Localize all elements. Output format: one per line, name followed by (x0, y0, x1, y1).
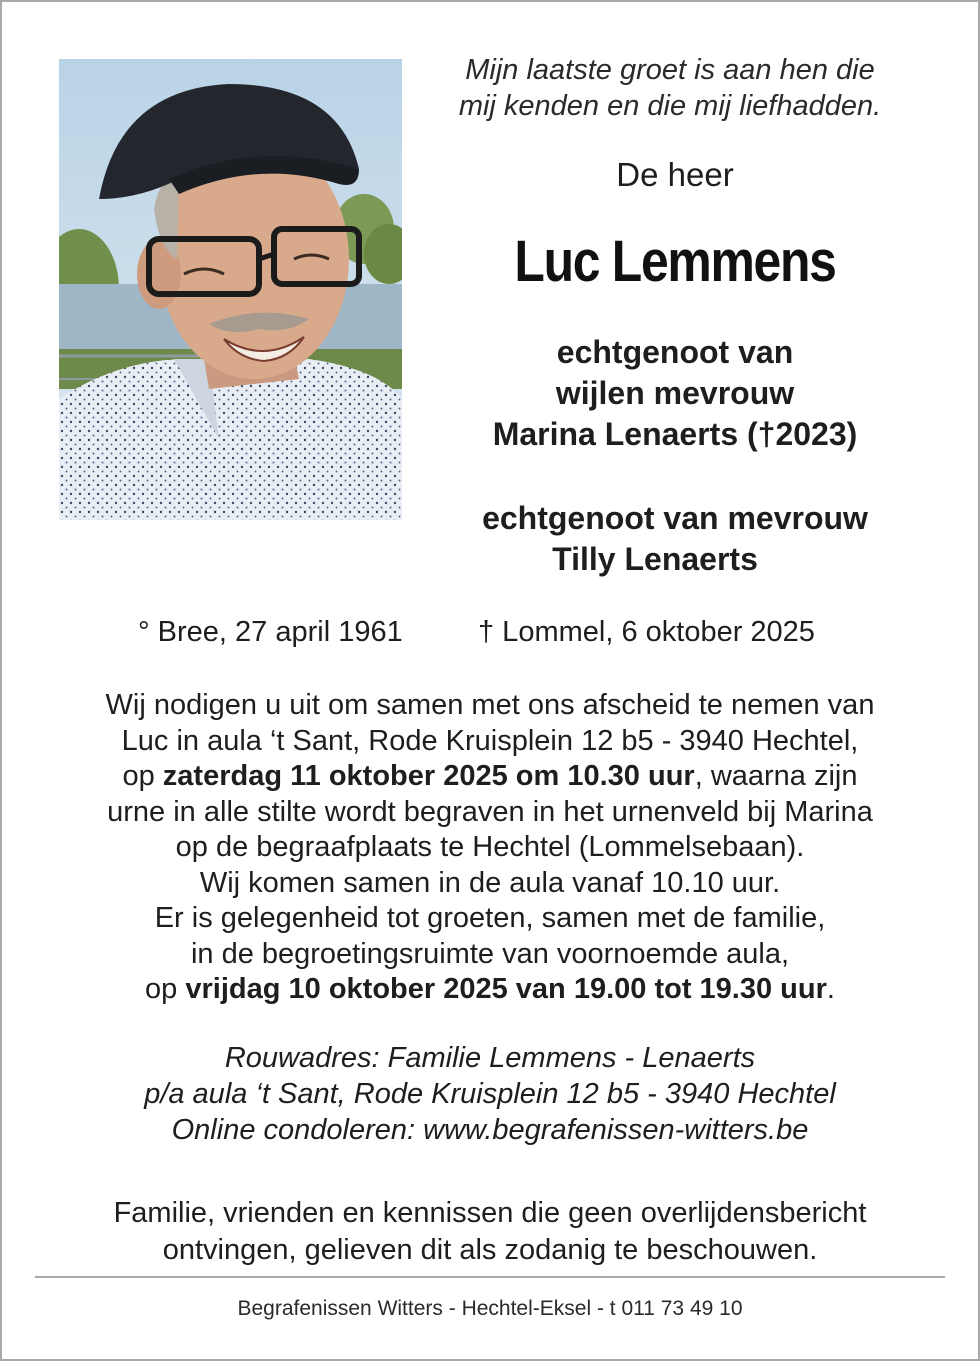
quote-line-2: mij kenden en die mij liefhadden. (458, 90, 882, 122)
invitation-line: in de begroetingsruimte van voornoemde aula, (190, 937, 790, 970)
late-spouse-line-2: wijlen mevrouw (555, 375, 795, 411)
invitation-text: op (122, 760, 163, 792)
invitation-text: . (826, 973, 835, 1005)
visitation-date-time: vrijdag 10 oktober 2025 van 19.00 tot 19.30 uur (185, 973, 827, 1005)
condolence-link[interactable]: Online condoleren: www.begrafenissen-witters.be (171, 1114, 809, 1146)
funeral-invitation (40, 688, 940, 1008)
birth-date: ° Bree, 27 april 1961 (138, 616, 403, 648)
notice-line: Familie, vrienden en kennissen die geen overlijdensbericht (113, 1197, 867, 1229)
current-spouse-line-2: Tilly Lenaerts (552, 541, 758, 577)
deceased-name: Luc Lemmens (514, 229, 836, 294)
mourning-address (40, 1040, 940, 1148)
current-spouse-block (410, 498, 940, 580)
address-line: p/a aula ‘t Sant, Rode Kruisplein 12 b5 - 3940 Hechtel (144, 1078, 836, 1110)
portrait-photo (59, 59, 402, 520)
invitation-text: , waarna zijn (694, 760, 858, 792)
late-spouse-line-3: Marina Lenaerts (†2023) (492, 416, 858, 452)
invitation-line (40, 759, 940, 795)
invitation-line: Wij nodigen u uit om samen met ons afscheid te nemen van (105, 689, 875, 721)
late-spouse-block (420, 332, 930, 455)
invitation-line: Wij komen samen in de aula vanaf 10.10 uur. (199, 866, 781, 899)
footer-divider (35, 1276, 945, 1278)
quote-line-1: Mijn laatste groet is aan hen die (465, 54, 875, 86)
invitation-line: op de begraafplaats te Hechtel (Lommelsebaan). (175, 831, 805, 863)
current-spouse-line-1: echtgenoot van mevrouw (482, 500, 868, 536)
death-date: † Lommel, 6 oktober 2025 (478, 616, 815, 648)
invitation-line: Er is gelegenheid tot groeten, samen met de familie, (154, 902, 826, 934)
invitation-text: op (145, 973, 186, 1005)
closing-notice (40, 1195, 940, 1269)
invitation-line: urne in alle stilte wordt begraven in het urnenveld bij Marina (107, 795, 873, 828)
invitation-line: Luc in aula ‘t Sant, Rode Kruisplein 12 b5 - 3940 Hechtel, (121, 724, 859, 757)
late-spouse-line-1: echtgenoot van (556, 334, 794, 370)
memorial-quote (430, 52, 910, 124)
notice-line: ontvingen, gelieven dit als zodanig te beschouwen. (162, 1234, 818, 1266)
invitation-line (40, 972, 940, 1008)
address-line: Rouwadres: Familie Lemmens - Lenaerts (224, 1042, 756, 1074)
funeral-date-time: zaterdag 11 oktober 2025 om 10.30 uur (162, 760, 695, 792)
salutation: De heer (616, 156, 734, 193)
funeral-home-footer: Begrafenissen Witters - Hechtel-Eksel - t 011 73 49 10 (237, 1297, 743, 1320)
